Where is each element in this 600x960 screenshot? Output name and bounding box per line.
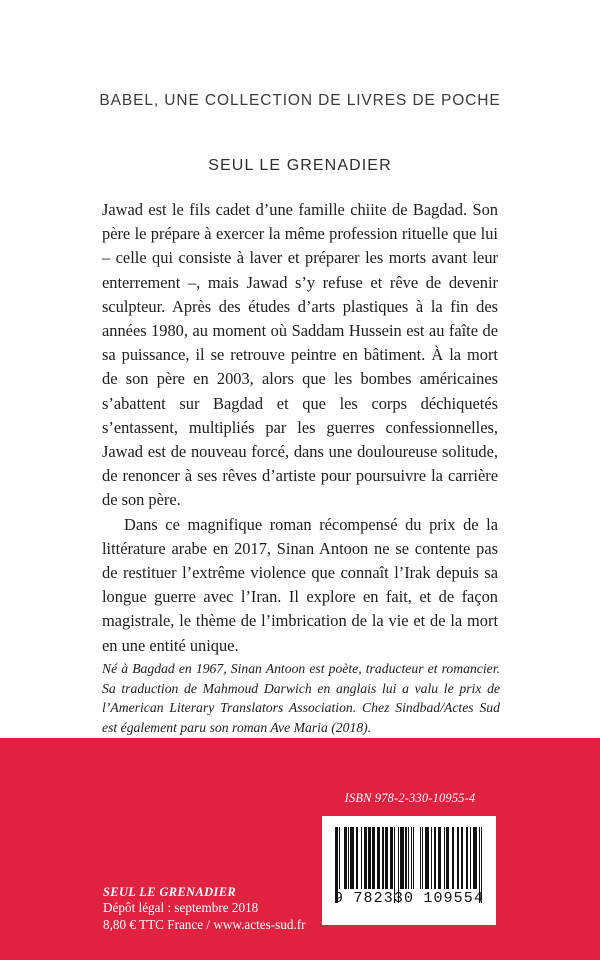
blurb-paragraph-2: Dans ce magnifique roman récompensé du prix de la littérature arabe en 2017, Sinan Antoon ne se contente pas de restituer l’extrême violence que connaît l’Irak depuis sa longue guerre avec l’Iran. Il explore en fait, et de façon magistrale, le thème de l’imbrication de la vie et de la mort en une entité unique. [102, 514, 498, 655]
legal-deposit-line: Dépôt légal : septembre 2018 [103, 900, 259, 916]
blurb-text [102, 198, 498, 658]
barcode-digits [331, 890, 487, 907]
blurb-paragraph-1: Jawad est le fils cadet d’une famille chiite de Bagdad. Son père le prépare à exercer la même profession rituelle que lui – celle qui consiste à laver et préparer les morts avant leur enterrement –, mais Jawad s’y refuse et rêve de devenir sculpteur. Après des études d’arts plastiques à la fin des années 1980, au moment où Saddam Hussein est au faîte de sa puissance, il se retrouve peintre en bâtiment. À la mort de son père en 2003, alors que les bombes américaines s’abattent sur Bagdad et que les corps déchiquetés s’entassent, multipliés par les guerres confessionnelles, Jawad est de nouveau forcé, dans une douloureuse solitude, de renoncer à ses rêves d’artiste pour poursuivre la carrière de son père. [102, 200, 498, 510]
barcode-digit-group-2: 109554 [423, 890, 484, 907]
author-biography [102, 659, 500, 737]
barcode-digit-group-1: 782330 [353, 890, 415, 907]
page-title: SEUL LE GRENADIER [208, 157, 392, 174]
isbn-label: ISBN 978-2-330-10955-4 [344, 791, 476, 805]
price-website-line: 8,80 € TTC France / www.actes-sud.fr [103, 916, 306, 932]
barcode [322, 816, 496, 925]
collection-line: BABEL, UNE COLLECTION DE LIVRES DE POCHE [99, 92, 501, 109]
barcode-bars [335, 827, 483, 889]
imprint-title: SEUL LE GRENADIER [103, 885, 237, 899]
barcode-digit-leading: 9 [334, 890, 345, 907]
author-biography-text: Né à Bagdad en 1967, Sinan Antoon est poète, traducteur et romancier. Sa traduction de Mahmoud Darwich en anglais lui a valu le prix de l’American Literary Translators Association. Chez Sindbad/Actes Sud est également paru son roman Ave Maria (2018). [102, 661, 500, 735]
imprint-block [103, 884, 306, 933]
